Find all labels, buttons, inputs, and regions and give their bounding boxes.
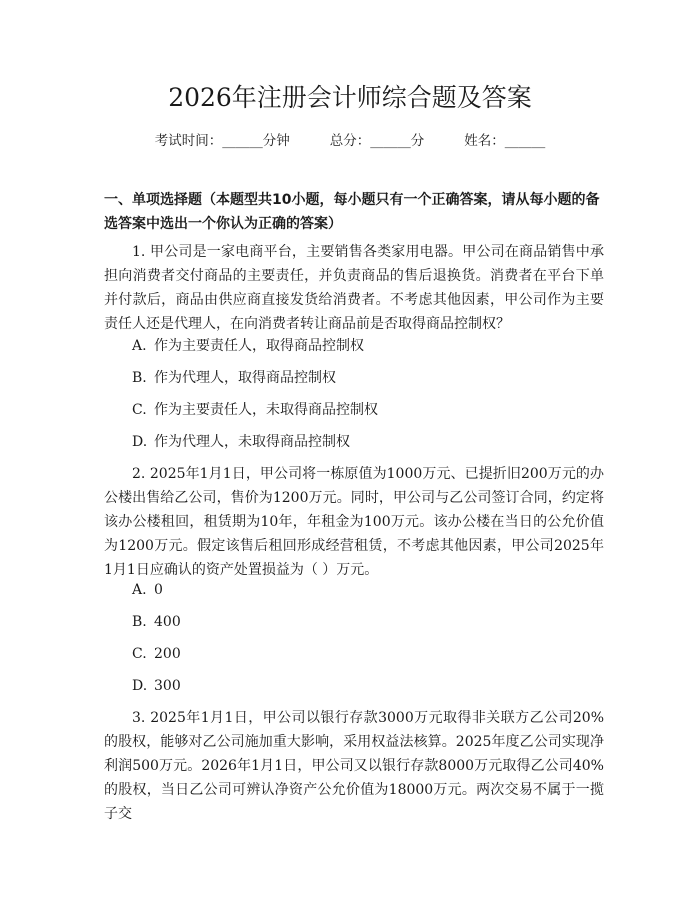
- question-1-option-c: [132, 400, 378, 420]
- exam-time-field: 考试时间：______分钟: [154, 133, 290, 149]
- option-text: 作为主要责任人，未取得商品控制权: [154, 402, 378, 418]
- option-letter: A.: [132, 582, 147, 598]
- question-2-option-d: [132, 676, 181, 696]
- option-letter: A.: [132, 338, 147, 354]
- question-2-option-b: [132, 612, 181, 632]
- student-name-field: 姓名：______: [464, 133, 546, 149]
- option-letter: C.: [132, 402, 147, 418]
- option-text: 0: [154, 582, 163, 598]
- total-score-field: 总分：______分: [329, 133, 425, 149]
- option-letter: B.: [132, 614, 147, 630]
- question-1-option-d: [132, 432, 350, 452]
- question-2-option-c: [132, 644, 181, 664]
- question-1-option-a: [132, 336, 364, 356]
- question-2-option-a: [132, 580, 163, 600]
- option-letter: D.: [132, 434, 148, 450]
- question-1-option-b: [132, 368, 336, 388]
- option-text: 300: [154, 678, 181, 694]
- option-text: 200: [154, 646, 181, 662]
- option-text: 作为主要责任人，取得商品控制权: [154, 338, 364, 354]
- question-3-stem: 3. 2025年1月1日，甲公司以银行存款3000万元取得非关联方乙公司20%的股权，能够对乙公司施加重大影响，采用权益法核算。2025年度乙公司实现净利润500万元。2026年1月1日，甲公司又以银行存款8000万元取得乙公司40%的股权，当日乙公司可辨认净资产公允价值为18000万元。两次交易不属于一揽子交: [104, 710, 604, 822]
- option-text: 400: [154, 614, 181, 630]
- option-text: 作为代理人，未取得商品控制权: [154, 434, 350, 450]
- option-letter: D.: [132, 678, 148, 694]
- option-text: 作为代理人，取得商品控制权: [154, 370, 336, 386]
- question-1-stem: 1. 甲公司是一家电商平台，主要销售各类家用电器。甲公司在商品销售中承担向消费者交付商品的主要责任，并负责商品的售后退换货。消费者在平台下单并付款后，商品由供应商直接发货给消费者。不考虑其他因素，甲公司作为主要责任人还是代理人，在向消费者转让商品前是否取得商品控制权？: [104, 244, 604, 332]
- document-title: 2026年注册会计师综合题及答案: [168, 83, 532, 112]
- section-heading: 一、单项选择题（本题型共10小题，每小题只有一个正确答案，请从每小题的备选答案中选出一个你认为正确的答案）: [104, 192, 600, 232]
- exam-meta: [0, 130, 700, 152]
- option-letter: C.: [132, 646, 147, 662]
- option-letter: B.: [132, 370, 147, 386]
- question-2-stem: 2. 2025年1月1日，甲公司将一栋原值为1000万元、已提折旧200万元的办公楼出售给乙公司，售价为1200万元。同时，甲公司与乙公司签订合同，约定将该办公楼租回，租赁期为10年，年租金为100万元。该办公楼在当日的公允价值为1200万元。假定该售后租回形成经营租赁，不考虑其他因素，甲公司2025年1月1日应确认的资产处置损益为（ ）万元。: [104, 466, 604, 578]
